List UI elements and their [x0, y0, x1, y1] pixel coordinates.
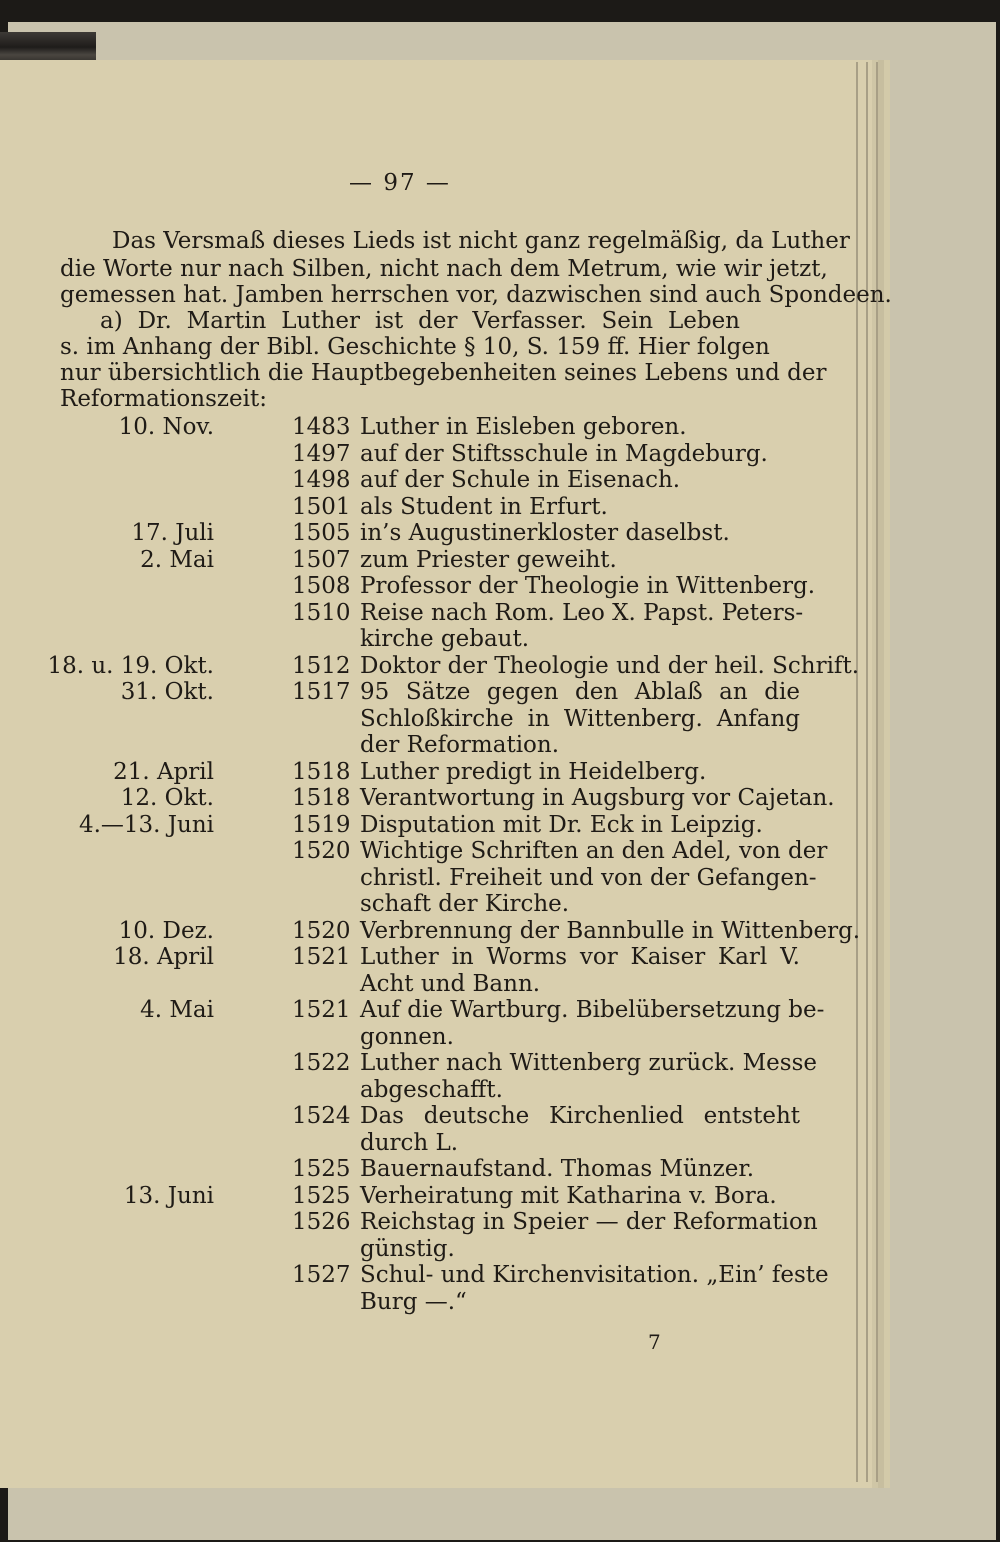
timeline-event-line: 95 Sätze gegen den Ablaß an die: [360, 679, 800, 705]
timeline-event-line: Luther predigt in Heidelberg.: [360, 758, 707, 785]
timeline-event-line: Professor der Theologie in Wittenberg.: [360, 573, 816, 599]
timeline-date: 17. Juli: [131, 520, 214, 546]
timeline-date: 13. Juni: [123, 1182, 214, 1209]
timeline-event-line: Acht und Bann.: [360, 970, 541, 997]
timeline-event-line: als Student in Erfurt.: [360, 493, 608, 520]
timeline-year: 1525: [292, 1182, 351, 1209]
timeline-event-line: Burg —.“: [360, 1288, 467, 1315]
timeline-year: 1497: [292, 440, 351, 467]
timeline-year: 1518: [292, 785, 351, 811]
timeline-entry: [60, 679, 800, 758]
timeline-year: 1507: [292, 546, 351, 573]
timeline-event-line: Verantwortung in Augsburg vor Cajetan.: [360, 785, 835, 811]
timeline-date: 18. April: [113, 944, 214, 970]
timeline-entry: [60, 759, 740, 785]
timeline-year: 1512: [292, 652, 351, 679]
intro-line: gemessen hat. Jamben herrschen vor, dazwischen sind auch Spondeen.: [60, 282, 892, 308]
timeline-entry: [60, 1156, 755, 1182]
timeline-event-line: der Reformation.: [360, 732, 560, 758]
timeline-entry: [60, 520, 740, 546]
timeline-date: 10. Nov.: [118, 414, 214, 440]
intro-line: a) Dr. Martin Luther ist der Verfasser. Sein Leben: [100, 308, 740, 334]
timeline-entry: [60, 599, 804, 652]
timeline-entry: [60, 1262, 829, 1315]
timeline-entry: [60, 1209, 818, 1262]
intro-line: nur übersichtlich die Hauptbegebenheiten seines Lebens und der: [60, 360, 827, 386]
timeline-year: 1527: [292, 1262, 351, 1288]
timeline-year: 1519: [292, 811, 351, 838]
timeline-year: 1517: [292, 679, 351, 705]
timeline-entry: [60, 838, 828, 917]
timeline-entry: [60, 547, 740, 573]
intro-line: Reformationszeit:: [60, 386, 267, 412]
timeline-event-line: Das deutsche Kirchenlied entsteht: [360, 1103, 800, 1129]
timeline-entry: [60, 1103, 800, 1156]
timeline-year: 1501: [292, 493, 351, 520]
timeline-year: 1524: [292, 1103, 351, 1129]
timeline-event-line: Schloßkirche in Wittenberg. Anfang: [360, 705, 800, 732]
timeline-date: 18. u. 19. Okt.: [47, 652, 214, 679]
timeline-event-line: Reichstag in Speier — der Reformation: [360, 1209, 818, 1235]
timeline-year: 1483: [292, 414, 351, 440]
timeline-year: 1505: [292, 520, 351, 546]
timeline-year: 1498: [292, 467, 351, 493]
timeline-year: 1525: [292, 1156, 351, 1182]
timeline-year: 1522: [292, 1050, 351, 1076]
timeline-year: 1521: [292, 944, 351, 970]
timeline-event-line: schaft der Kirche.: [360, 891, 570, 917]
timeline-year: 1520: [292, 838, 351, 864]
timeline-entry: [60, 944, 800, 997]
timeline-entry: [60, 997, 825, 1050]
timeline-event-line: Reise nach Rom. Leo X. Papst. Peters-: [360, 599, 804, 626]
timeline-event-line: zum Priester geweiht.: [360, 546, 617, 573]
timeline-entry: [60, 1182, 777, 1209]
timeline-event-line: auf der Schule in Eisenach.: [360, 467, 681, 493]
timeline-event-line: auf der Stiftsschule in Magdeburg.: [360, 440, 768, 467]
timeline-event-line: kirche gebaut.: [360, 626, 530, 652]
timeline-event-line: günstig.: [360, 1235, 455, 1262]
timeline-entry: [60, 467, 740, 493]
timeline-event-line: Doktor der Theologie und der heil. Schrift.: [360, 652, 860, 679]
intro-line: s. im Anhang der Bibl. Geschichte § 10, S. 159 ff. Hier folgen: [60, 334, 770, 360]
timeline-entry: [60, 811, 763, 838]
timeline-year: 1526: [292, 1209, 351, 1235]
timeline-date: 4. Mai: [140, 997, 214, 1023]
timeline-event-line: Schul- und Kirchenvisitation. „Ein’ feste: [360, 1262, 829, 1288]
timeline-entry: [47, 652, 860, 679]
timeline-date: 31. Okt.: [120, 679, 214, 705]
timeline-event-line: Verbrennung der Bannbulle in Wittenberg.: [360, 917, 861, 944]
timeline-entry: [60, 440, 768, 467]
timeline-date: 4.—13. Juni: [78, 811, 214, 838]
timeline-year: 1510: [292, 599, 351, 626]
timeline-year: 1521: [292, 997, 351, 1023]
timeline-event-line: gonnen.: [360, 1023, 454, 1050]
timeline-event-line: Disputation mit Dr. Eck in Leipzig.: [360, 811, 763, 838]
timeline-event-line: Luther nach Wittenberg zurück. Messe: [360, 1050, 818, 1076]
timeline-event-line: in’s Augustinerkloster daselbst.: [360, 520, 730, 546]
timeline-date: 2. Mai: [140, 546, 214, 573]
timeline-event-line: abgeschafft.: [360, 1076, 503, 1103]
timeline-entry: [60, 917, 861, 944]
signature-mark: 7: [648, 1330, 661, 1354]
timeline-date: 21. April: [113, 758, 214, 785]
page-number: — 97 —: [349, 170, 451, 196]
timeline-year: 1520: [292, 917, 351, 944]
timeline-year: 1518: [292, 758, 351, 785]
timeline-event-line: Bauernaufstand. Thomas Münzer.: [360, 1156, 755, 1182]
timeline-date: 12. Okt.: [120, 785, 214, 811]
timeline-event-line: Luther in Worms vor Kaiser Karl V.: [360, 944, 800, 970]
timeline-event-line: Luther in Eisleben geboren.: [360, 414, 687, 440]
intro-line: die Worte nur nach Silben, nicht nach dem Metrum, wie wir jetzt,: [60, 256, 828, 282]
intro-line: Das Versmaß dieses Lieds ist nicht ganz regelmäßig, da Luther: [112, 228, 850, 254]
timeline-entry: [60, 573, 816, 599]
timeline-entry: [60, 494, 740, 520]
timeline-event-line: Verheiratung mit Katharina v. Bora.: [360, 1182, 777, 1209]
timeline-event-line: Wichtige Schriften an den Adel, von der: [360, 838, 828, 864]
timeline-entry: [60, 785, 835, 811]
timeline-entry: [60, 414, 740, 440]
timeline-event-line: durch L.: [360, 1129, 459, 1156]
timeline-entry: [60, 1050, 818, 1103]
timeline-year: 1508: [292, 573, 351, 599]
timeline-date: 10. Dez.: [118, 917, 214, 944]
timeline-event-line: christl. Freiheit und von der Gefangen-: [360, 864, 817, 891]
timeline-event-line: Auf die Wartburg. Bibelübersetzung be-: [360, 997, 825, 1023]
